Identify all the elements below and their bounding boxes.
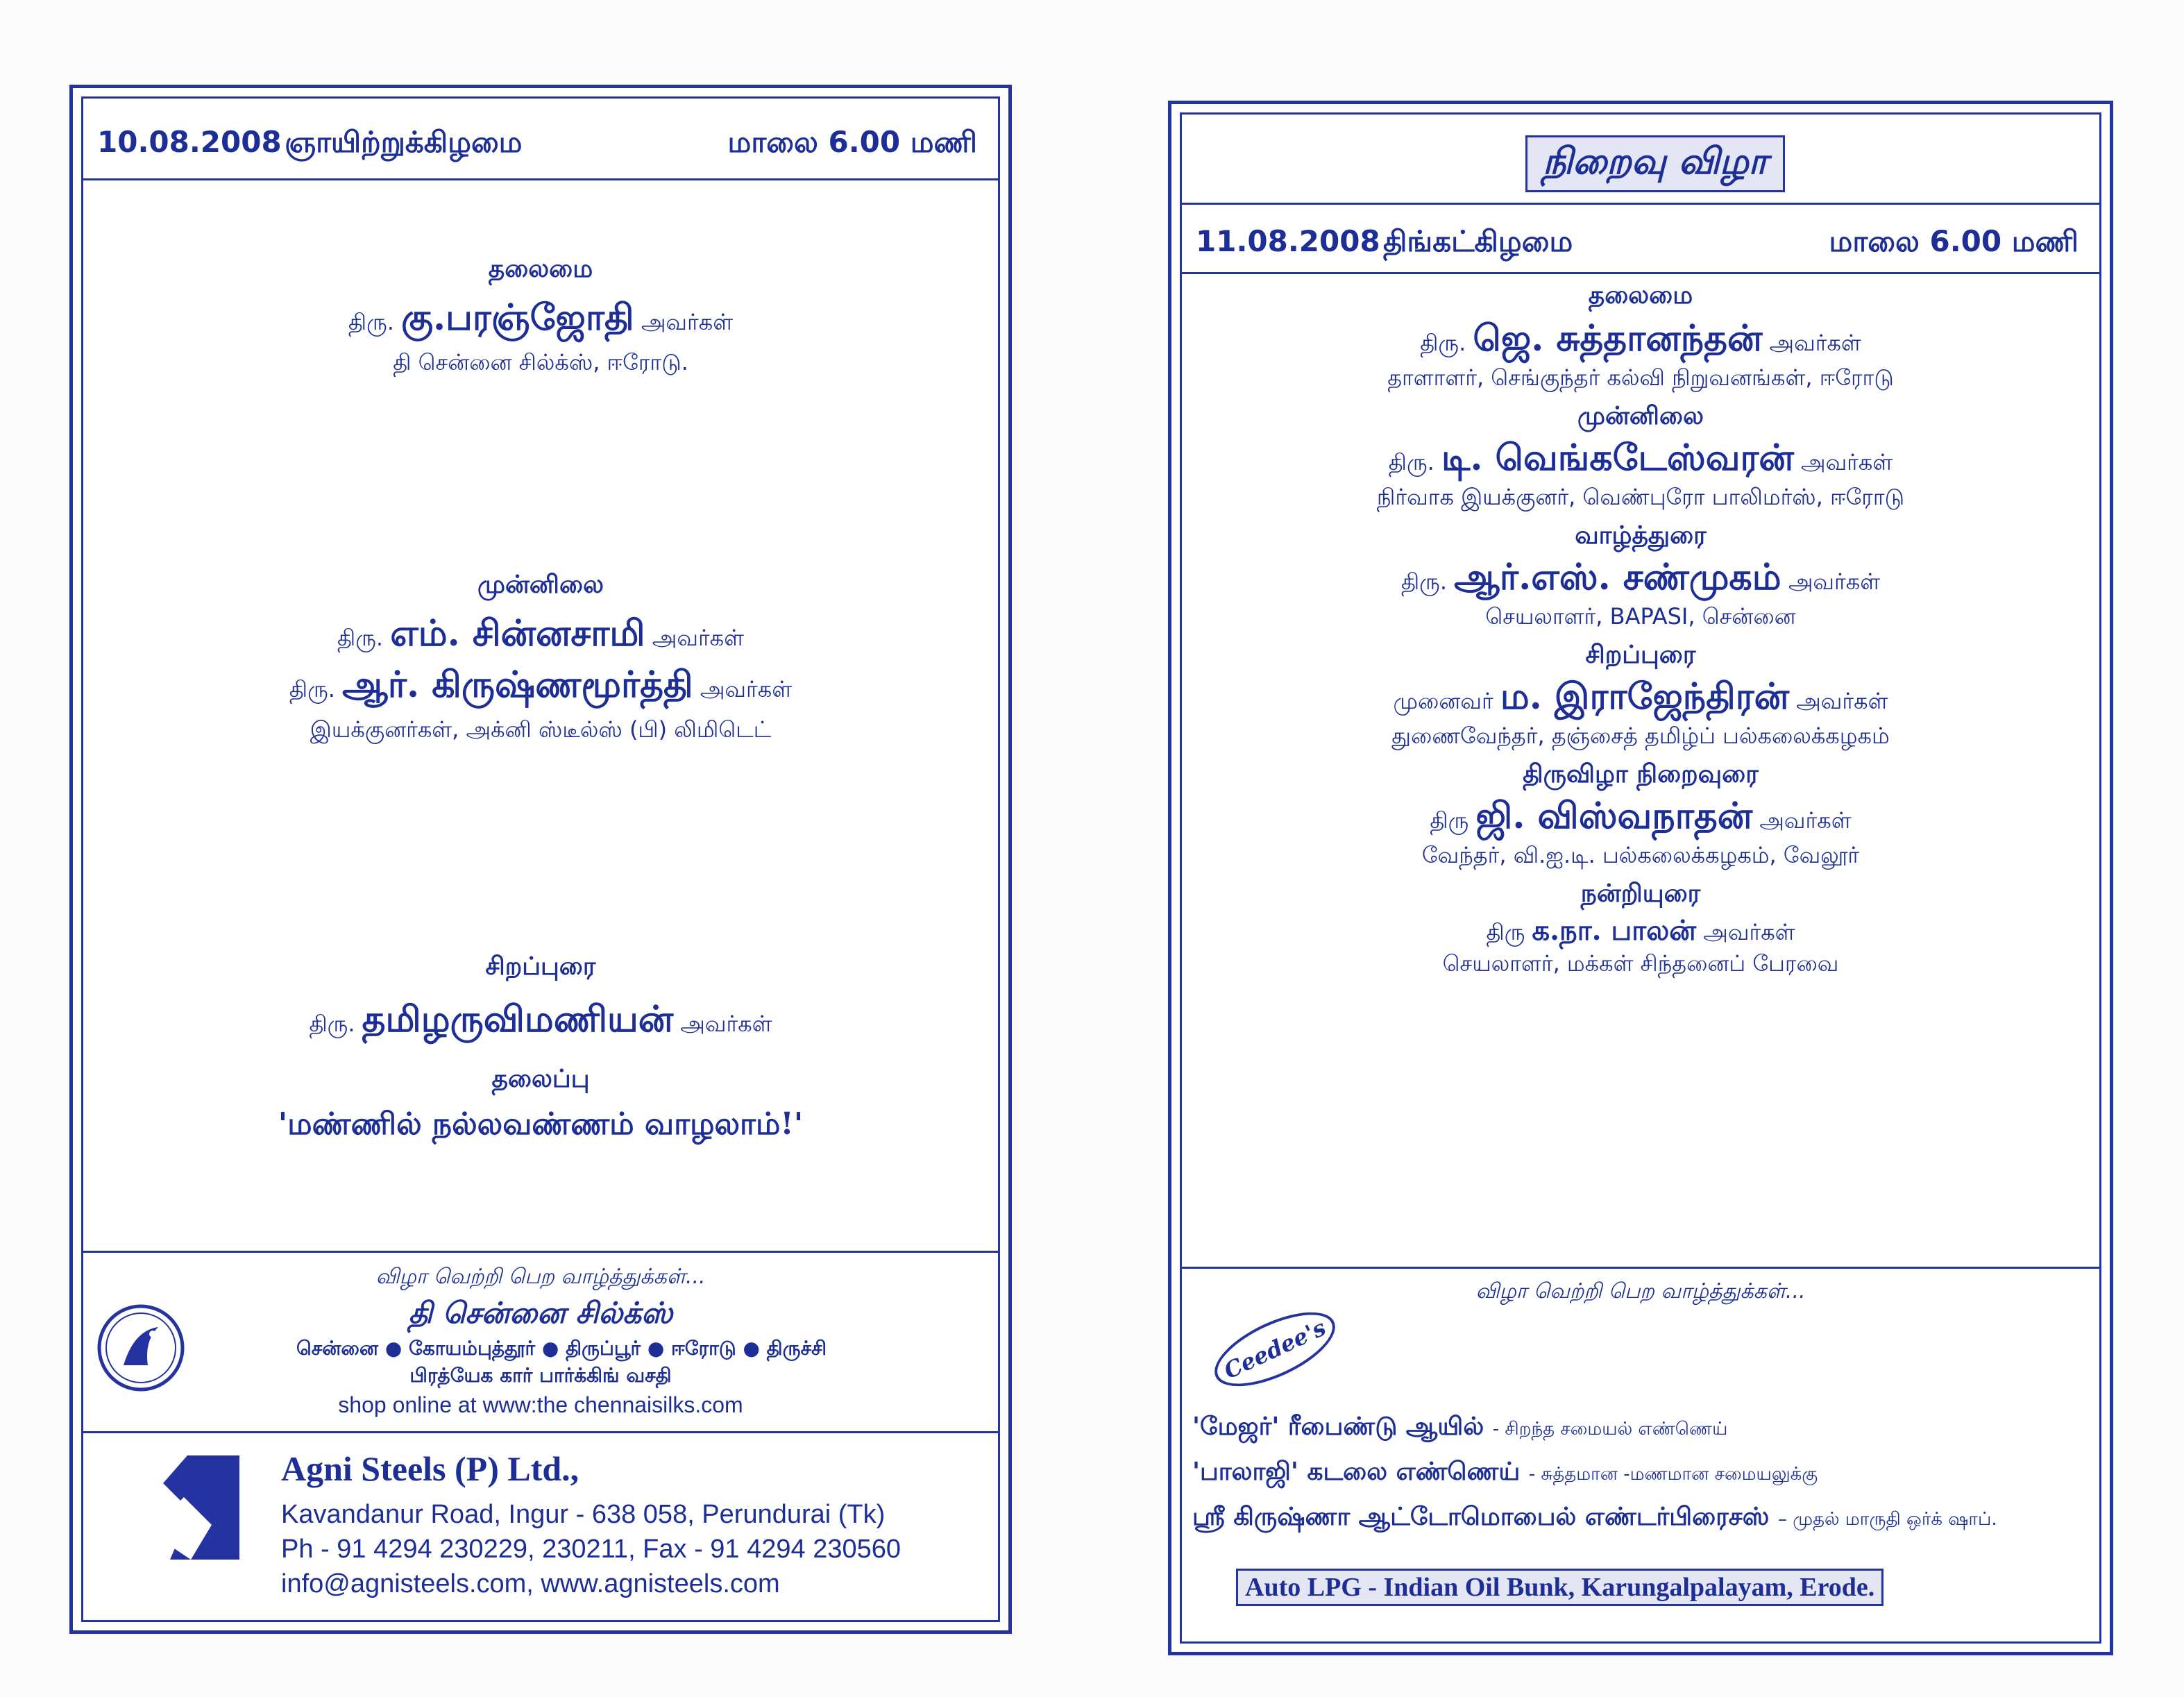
left-chair-section xyxy=(83,255,998,378)
right-chair-name: ஜெ. சுத்தானந்தன் xyxy=(1473,317,1763,360)
left-special-prefix: திரு. xyxy=(309,1011,355,1037)
left-sponsor-parking: பிரத்யேக கார் பார்க்கிங் வசதி xyxy=(409,1364,672,1387)
right-date-row xyxy=(1182,205,2099,274)
agni-web: info@agnisteels.com, www.agnisteels.com xyxy=(281,1569,780,1598)
right-title-row xyxy=(1182,115,2099,205)
ceedees-logo: Ceedee's xyxy=(1204,1297,1345,1401)
left-presence-org: இயக்குனர்கள், அக்னி ஸ்டீல்ஸ் (பி) லிமிடெட் xyxy=(310,716,772,743)
left-chair-org: தி சென்னை சில்க்ஸ், ஈரோடு. xyxy=(393,349,688,375)
left-special-section xyxy=(83,952,998,1146)
ad-krishna-desc: – முதல் மாருதி ஒர்க் ஷாப். xyxy=(1777,1509,1997,1530)
ad-krishna-name: ஸ்ரீ கிருஷ்ணா ஆட்டோமொபைல் எண்டர்பிரைசஸ் xyxy=(1192,1503,1770,1531)
right-chair-line xyxy=(1182,317,2099,364)
right-divider xyxy=(1182,1267,2099,1269)
left-sponsor-cities: சென்னை ● கோயம்புத்தூர் ● திருப்பூர் ● ஈரோடு ● திருச்சி xyxy=(296,1337,827,1360)
right-ads xyxy=(1192,1405,1997,1541)
right-special-line xyxy=(1182,675,2099,723)
right-date: 11.08.2008 xyxy=(1196,224,1380,258)
left-presence1-line xyxy=(83,612,998,659)
left-sponsor-shop: shop online at www:the chennaisilks.com xyxy=(338,1392,743,1417)
right-thanks-label: நன்றியுரை xyxy=(1580,879,1701,908)
left-inner-border xyxy=(81,96,1000,1622)
agni-address: Kavandanur Road, Ingur - 638 058, Perundurai (Tk) xyxy=(281,1500,886,1529)
left-chair-label: தலைமை xyxy=(488,255,593,283)
right-inner-border xyxy=(1180,112,2101,1644)
right-thanks-line xyxy=(1182,914,2099,950)
right-special-org: துணைவேந்தர், தஞ்சைத் தமிழ்ப் பல்கலைக்கழகம் xyxy=(1391,723,1890,749)
left-presence1-prefix: திரு. xyxy=(337,625,384,651)
left-presence2-name: ஆர். கிருஷ்ணமூர்த்தி xyxy=(342,664,693,706)
right-program xyxy=(1182,281,2099,979)
right-wishes: விழா வெற்றி பெற வாழ்த்துக்கள்... xyxy=(1475,1279,1806,1303)
right-greet-suffix: அவர்கள் xyxy=(1788,568,1881,595)
ad-major-desc: - சிறந்த சமையல் எண்ணெய் xyxy=(1492,1419,1728,1440)
right-greet-line xyxy=(1182,556,2099,603)
right-bunk-banner: Auto LPG - Indian Oil Bunk, Karungalpalayam, Erode. xyxy=(1236,1569,1884,1606)
left-invitation-panel xyxy=(69,85,1012,1634)
agni-contact xyxy=(281,1497,901,1601)
left-presence1-name: எம். சின்னசாமி xyxy=(390,612,645,655)
right-thanks-suffix: அவர்கள் xyxy=(1703,919,1795,945)
right-chair-suffix: அவர்கள் xyxy=(1769,330,1861,356)
right-chair-org: தாளாளர், செங்குந்தர் கல்வி நிறுவனங்கள், ஈரோடு xyxy=(1387,364,1894,391)
right-presence-line xyxy=(1182,437,2099,484)
right-title: நிறைவு விழா xyxy=(1525,135,1785,192)
left-date-row xyxy=(83,99,998,180)
ad-major-name: 'மேஜர்' ரீபைண்டு ஆயில் xyxy=(1192,1412,1484,1441)
left-special-suffix: அவர்கள் xyxy=(680,1011,772,1037)
right-greet-label: வாழ்த்துரை xyxy=(1575,521,1707,550)
right-presence-org: நிர்வாக இயக்குனர், வெண்புரோ பாலிமர்ஸ், ஈரோடு xyxy=(1376,484,1905,510)
right-closing-line xyxy=(1182,795,2099,842)
right-presence-label: முன்னிலை xyxy=(1577,402,1704,430)
right-time: மாலை 6.00 மணி xyxy=(1829,224,2079,258)
ad-balaji-line xyxy=(1192,1451,1997,1496)
left-special-line xyxy=(83,998,998,1045)
ad-major-line xyxy=(1192,1405,1997,1451)
left-wishes: விழா வெற்றி பெற வாழ்த்துக்கள்... xyxy=(375,1265,706,1289)
left-time: மாலை 6.00 மணி xyxy=(727,125,977,159)
right-closing-suffix: அவர்கள் xyxy=(1759,807,1852,834)
right-day: திங்கட்கிழமை xyxy=(1383,224,1573,258)
left-presence2-suffix: அவர்கள் xyxy=(700,676,793,702)
right-thanks-name: க.நா. பாலன் xyxy=(1532,914,1697,947)
right-invitation-panel xyxy=(1168,101,2113,1655)
ad-krishna-line xyxy=(1192,1496,1997,1541)
right-special-suffix: அவர்கள் xyxy=(1796,688,1888,714)
left-sponsor-name: தி சென்னை சில்க்ஸ் xyxy=(408,1296,673,1330)
left-presence-label: முன்னிலை xyxy=(477,571,604,599)
right-closing-name: ஜி. விஸ்வநாதன் xyxy=(1475,795,1753,837)
left-date: 10.08.2008 xyxy=(97,125,282,159)
left-day: ஞாயிற்றுக்கிழமை xyxy=(285,125,523,159)
right-thanks-prefix: திரு xyxy=(1486,919,1525,945)
right-thanks-org: செயலாளர், மக்கள் சிந்தனைப் பேரவை xyxy=(1442,950,1839,977)
right-closing-org: வேந்தர், வி.ஐ.டி. பல்கலைக்கழகம், வேலூர் xyxy=(1421,842,1860,868)
peacock-logo-icon xyxy=(96,1303,186,1393)
right-closing-prefix: திரு xyxy=(1430,807,1469,834)
left-special-label: சிறப்புரை xyxy=(485,952,596,981)
agni-name: Agni Steels (P) Ltd., xyxy=(281,1449,579,1488)
ad-balaji-desc: - சுத்தமான -மணமான சமையலுக்கு xyxy=(1528,1464,1818,1485)
left-topic-label: தலைப்பு xyxy=(491,1065,590,1093)
left-chair-line xyxy=(83,296,998,344)
left-chair-suffix: அவர்கள் xyxy=(641,309,734,335)
right-greet-prefix: திரு. xyxy=(1400,568,1447,595)
right-presence-name: டி. வெங்கடேஸ்வரன் xyxy=(1441,437,1794,479)
right-special-label: சிறப்புரை xyxy=(1585,641,1696,669)
left-presence2-line xyxy=(83,664,998,711)
right-greet-name: ஆர்.எஸ். சண்முகம் xyxy=(1454,556,1781,598)
agni-phone: Ph - 91 4294 230229, 230211, Fax - 91 4294 230560 xyxy=(281,1535,901,1564)
right-presence-prefix: திரு. xyxy=(1388,449,1434,475)
left-chair-prefix: திரு. xyxy=(348,309,394,335)
right-closing-label: திருவிழா நிறைவுரை xyxy=(1523,760,1759,788)
right-chair-prefix: திரு. xyxy=(1420,330,1466,356)
left-sponsor-section xyxy=(83,1265,998,1418)
right-special-prefix: முனைவர் xyxy=(1393,688,1493,714)
right-presence-suffix: அவர்கள் xyxy=(1801,449,1893,475)
left-divider-1 xyxy=(83,1251,998,1253)
left-divider-2 xyxy=(83,1431,998,1433)
right-greet-org: செயலாளர், BAPASI, சென்னை xyxy=(1485,603,1796,630)
ad-balaji-name: 'பாலாஜி' கடலை எண்ணெய் xyxy=(1192,1458,1521,1486)
left-special-name: தமிழருவிமணியன் xyxy=(362,998,674,1040)
agni-steels-logo-icon xyxy=(121,1455,239,1560)
left-chair-name: கு.பரஞ்ஜோதி xyxy=(401,296,634,339)
left-presence-section xyxy=(83,571,998,745)
left-presence1-suffix: அவர்கள் xyxy=(652,625,744,651)
right-special-name: ம. இராஜேந்திரன் xyxy=(1500,675,1790,718)
left-topic: 'மண்ணில் நல்லவண்ணம் வாழலாம்!' xyxy=(278,1106,804,1142)
left-presence2-prefix: திரு. xyxy=(289,676,335,702)
right-chair-label: தலைமை xyxy=(1588,281,1693,310)
